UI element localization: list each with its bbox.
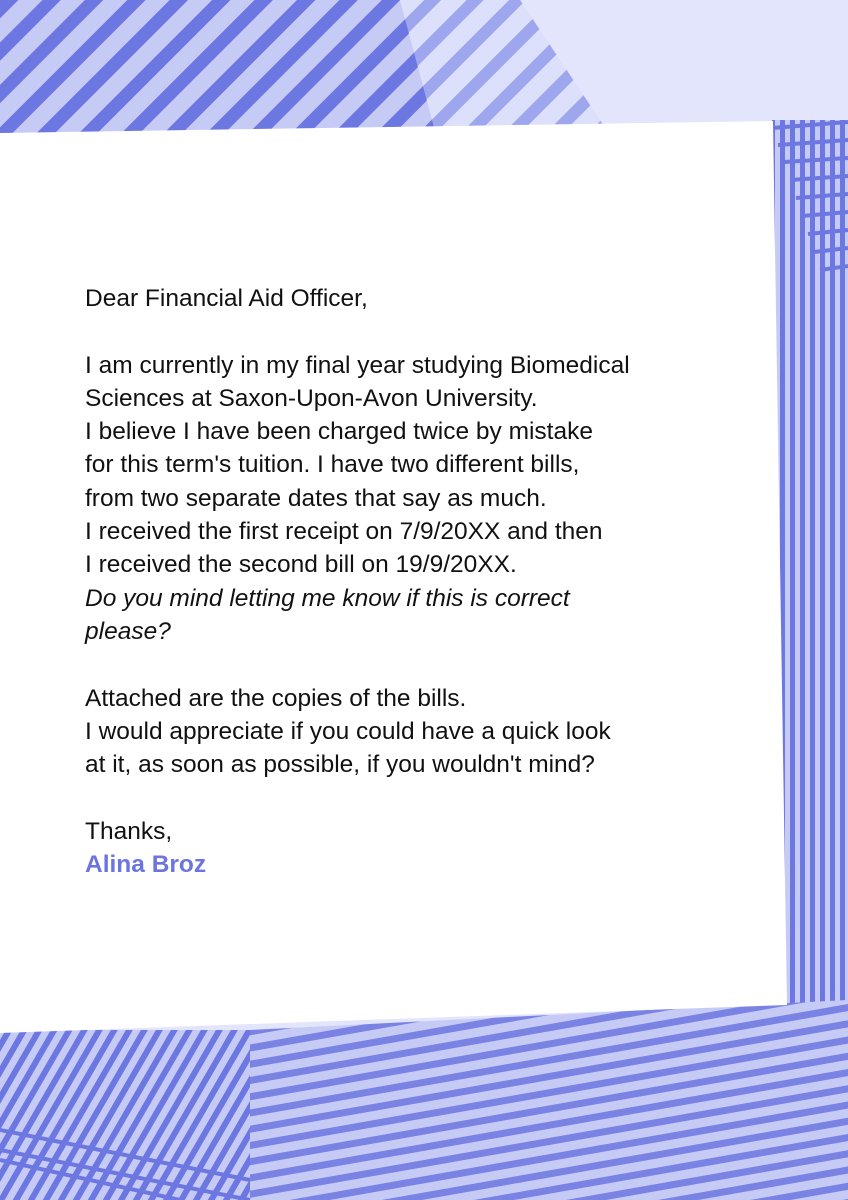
paragraph-gap xyxy=(85,781,745,814)
salutation: Dear Financial Aid Officer, xyxy=(85,285,368,312)
body-line: I received the second bill on 19/9/20XX. xyxy=(85,551,517,579)
letter-body xyxy=(85,282,745,881)
signature: Alina Broz xyxy=(85,851,207,879)
question-line: Do you mind letting me know if this is correct xyxy=(85,584,570,612)
body-line: I believe I have been charged twice by mistake xyxy=(85,418,593,446)
paragraph-gap xyxy=(85,315,745,348)
body-line: Sciences at Saxon-Upon-Avon University. xyxy=(85,384,538,412)
closing-line: Attached are the copies of the bills. xyxy=(85,684,467,712)
sign-off: Thanks, xyxy=(85,817,173,845)
question-line: please? xyxy=(85,617,171,645)
body-line: for this term's tuition. I have two different bills, xyxy=(85,451,580,479)
closing-line: at it, as soon as possible, if you wouldn't mind? xyxy=(85,751,595,779)
body-line: from two separate dates that say as much. xyxy=(85,484,547,512)
paragraph-gap xyxy=(85,648,745,681)
closing-line: I would appreciate if you could have a quick look xyxy=(85,717,611,745)
body-line: I am currently in my final year studying Biomedical xyxy=(85,351,630,379)
body-line: I received the first receipt on 7/9/20XX and then xyxy=(85,518,603,546)
